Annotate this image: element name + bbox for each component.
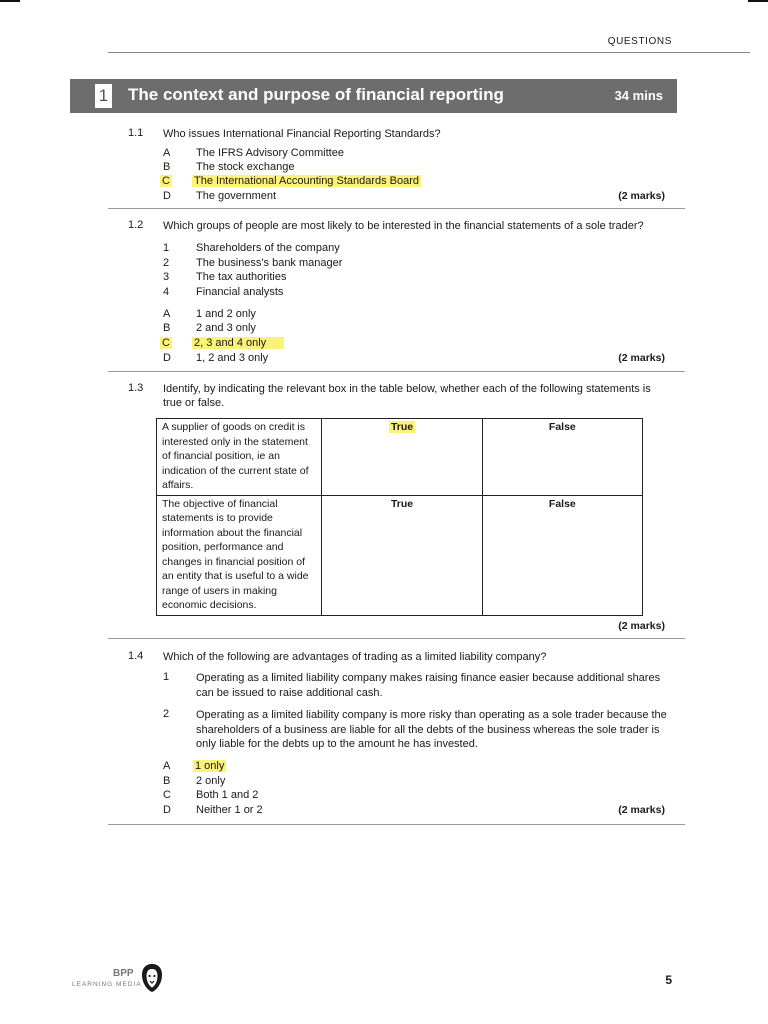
option-letter: A [163, 760, 171, 772]
option-letter: B [163, 322, 171, 334]
item-number: 1 [163, 671, 170, 683]
question-number: 1.4 [128, 650, 144, 662]
chapter-title: The context and purpose of financial reporting [128, 85, 504, 104]
question-text: Identify, by indicating the relevant box in the table below, whether each of the following statements is true or false. [163, 383, 651, 409]
option-text: Both 1 and 2 [196, 789, 259, 801]
question-number: 1.3 [128, 382, 144, 394]
table-row [157, 419, 643, 496]
option-text: Neither 1 or 2 [196, 804, 263, 816]
chapter-time: 34 mins [614, 88, 663, 103]
publisher-logo-text: BPP [113, 968, 134, 979]
false-label: False [548, 497, 576, 510]
option-text: The stock exchange [196, 161, 295, 173]
item-number: 4 [163, 286, 170, 298]
true-false-table [156, 418, 643, 616]
question-divider [108, 638, 685, 639]
question-number: 1.1 [128, 127, 144, 139]
option-text: The IFRS Advisory Committee [196, 147, 344, 159]
item-text: Financial analysts [196, 286, 284, 298]
item-number: 3 [163, 271, 170, 283]
option-text-highlighted: 1 only [195, 760, 225, 772]
option-letter: C [163, 789, 171, 801]
option-letter-highlighted: C [162, 175, 170, 187]
table-row [157, 495, 643, 615]
question-divider [108, 824, 685, 825]
option-letter: A [163, 147, 171, 159]
true-cell[interactable] [322, 495, 482, 615]
statement-cell: A supplier of goods on credit is interested only in the statement of financial position, ie an indication of the current state of affairs. [157, 419, 322, 496]
option-letter: D [163, 804, 171, 816]
question-divider [108, 371, 685, 372]
item-number: 2 [163, 708, 170, 720]
statement-cell: The objective of financial statements is to provide information about the financial position, performance and changes in financial position of an entity that is useful to a wide range of users in making economic decisions. [157, 495, 322, 615]
option-text: 2 only [196, 775, 226, 787]
item-text: The business's bank manager [196, 257, 343, 269]
publisher-logo-subtext: LEARNING MEDIA [72, 981, 142, 988]
chapter-number: 1 [95, 84, 112, 108]
option-text-highlighted: The International Accounting Standards Board [194, 175, 420, 187]
question-number: 1.2 [128, 219, 144, 231]
true-label-highlighted: True [390, 421, 414, 433]
item-number: 2 [163, 257, 170, 269]
section-label: QUESTIONS [607, 36, 672, 47]
page-number: 5 [665, 973, 672, 987]
option-letter: B [163, 775, 171, 787]
question-divider [108, 208, 685, 209]
corner-mark-right [748, 0, 768, 2]
option-letter-highlighted: C [162, 337, 170, 349]
item-number: 1 [163, 242, 170, 254]
option-letter: A [163, 308, 171, 320]
false-label: False [548, 421, 576, 433]
item-text: The tax authorities [196, 271, 287, 283]
option-letter: B [163, 161, 171, 173]
false-cell[interactable] [482, 419, 642, 496]
chapter-title-bar [70, 79, 677, 113]
option-text: The government [196, 190, 277, 202]
true-cell[interactable] [322, 419, 482, 496]
header-divider [108, 52, 750, 53]
false-cell[interactable] [482, 495, 642, 615]
corner-mark-left [0, 0, 20, 2]
true-label: True [390, 497, 414, 510]
question-text: Which of the following are advantages of trading as a limited liability company? [163, 651, 547, 663]
item-text: Shareholders of the company [196, 242, 340, 254]
option-text: 1, 2 and 3 only [196, 352, 269, 364]
option-text: 2 and 3 only [196, 322, 256, 334]
item-text: Operating as a limited liability company is more risky than operating as a sole trader because the shareholders of a business are liable for all the debts of the business whereas the sole trader is only liable for the debts up to the amount he has invested. [196, 709, 667, 750]
item-text: Operating as a limited liability company makes raising finance easier because additional shares can be issued to raise additional cash. [196, 672, 661, 699]
marks-label: (2 marks) [618, 190, 665, 202]
lion-logo-icon [140, 963, 164, 993]
option-text: 1 and 2 only [196, 308, 256, 320]
question-text: Which groups of people are most likely to be interested in the financial statements of a sole trader? [163, 220, 644, 232]
question-text: Who issues International Financial Reporting Standards? [163, 128, 441, 140]
option-letter: D [163, 190, 171, 202]
option-letter: D [163, 352, 171, 364]
marks-label: (2 marks) [618, 352, 665, 364]
marks-label: (2 marks) [618, 620, 665, 632]
marks-label: (2 marks) [618, 804, 665, 816]
option-text-highlighted: 2, 3 and 4 only [192, 337, 284, 349]
